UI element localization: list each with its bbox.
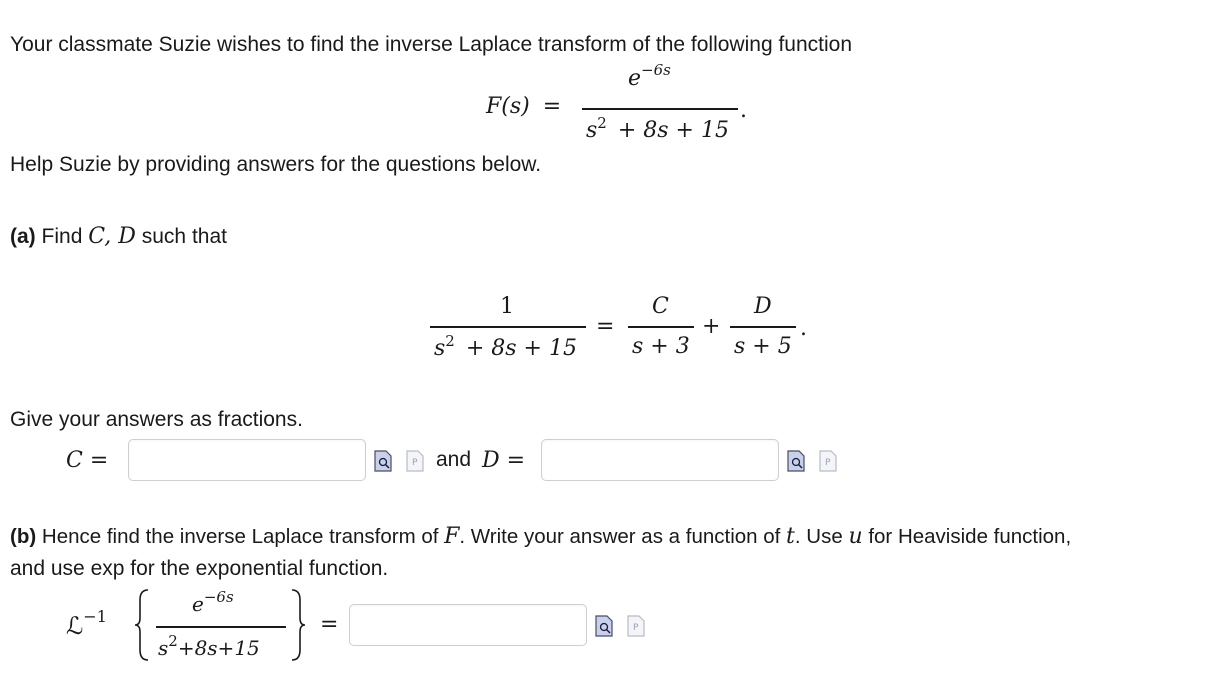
laplace-denominator: $s^2+8s+15$ bbox=[158, 632, 260, 660]
help-text: Help Suzie by providing answers for the questions below. bbox=[10, 153, 542, 176]
eq-lhs-denominator: $s^2 + 8s + 15$ bbox=[434, 332, 577, 361]
eq-c-bar bbox=[628, 326, 694, 328]
intro-text: Your classmate Suzie wishes to find the inverse Laplace transform of the following function bbox=[10, 33, 853, 56]
laplace-symbol: ℒ$^{-1}$ bbox=[66, 607, 107, 640]
c-label: C = bbox=[66, 448, 109, 473]
eq-lhs-numerator: 1 bbox=[500, 294, 514, 319]
eq-equals: = bbox=[596, 314, 615, 339]
period: . bbox=[740, 98, 747, 123]
function-numerator: $e^{-6s}$ bbox=[628, 61, 671, 91]
d-answer-input[interactable] bbox=[541, 439, 779, 481]
eq-period: . bbox=[800, 316, 807, 341]
part-a-label: (a) bbox=[10, 225, 36, 248]
eq-plus: + bbox=[702, 314, 721, 339]
instructions-text: Give your answers as fractions. bbox=[10, 408, 303, 431]
and-text: and bbox=[436, 448, 472, 471]
eq-c-numerator: C bbox=[652, 294, 669, 319]
function-name: F(s) bbox=[486, 94, 530, 119]
svg-text:P: P bbox=[633, 623, 639, 633]
fraction-bar bbox=[582, 108, 738, 110]
right-brace-icon bbox=[288, 588, 306, 662]
part-b-label: (b) bbox=[10, 525, 37, 548]
part-b-prompt: (b) Hence find the inverse Laplace transform of F. Write your answer as a function of t. Use u for Heaviside function, bbox=[10, 524, 1072, 549]
c-answer-input[interactable] bbox=[128, 439, 366, 481]
eq-d-denominator: s + 5 bbox=[734, 334, 792, 359]
part-b-line2: and use exp for the exponential function. bbox=[10, 557, 389, 580]
format-help-icon[interactable] bbox=[627, 615, 645, 637]
laplace-fraction-bar bbox=[156, 626, 286, 628]
eq-lhs-bar bbox=[430, 326, 586, 328]
svg-text:P: P bbox=[825, 458, 831, 468]
format-help-icon[interactable] bbox=[406, 450, 424, 472]
equals-sign: = bbox=[542, 94, 562, 119]
left-brace-icon bbox=[134, 588, 152, 662]
eq-d-numerator: D bbox=[754, 294, 772, 319]
preview-icon[interactable] bbox=[374, 450, 392, 472]
function-lhs bbox=[486, 96, 561, 118]
laplace-equals: = bbox=[320, 612, 339, 637]
laplace-numerator: $e^{-6s}$ bbox=[192, 588, 234, 616]
function-denominator: $s^2 + 8s + 15$ bbox=[586, 114, 729, 143]
part-a-prompt: (a) Find C, D such that bbox=[10, 224, 227, 249]
preview-icon[interactable] bbox=[595, 615, 613, 637]
svg-text:P: P bbox=[412, 458, 418, 468]
eq-d-bar bbox=[730, 326, 796, 328]
laplace-answer-input[interactable] bbox=[349, 604, 587, 646]
eq-c-denominator: s + 3 bbox=[632, 334, 690, 359]
d-label: D = bbox=[482, 448, 526, 473]
format-help-icon[interactable] bbox=[819, 450, 837, 472]
preview-icon[interactable] bbox=[787, 450, 805, 472]
